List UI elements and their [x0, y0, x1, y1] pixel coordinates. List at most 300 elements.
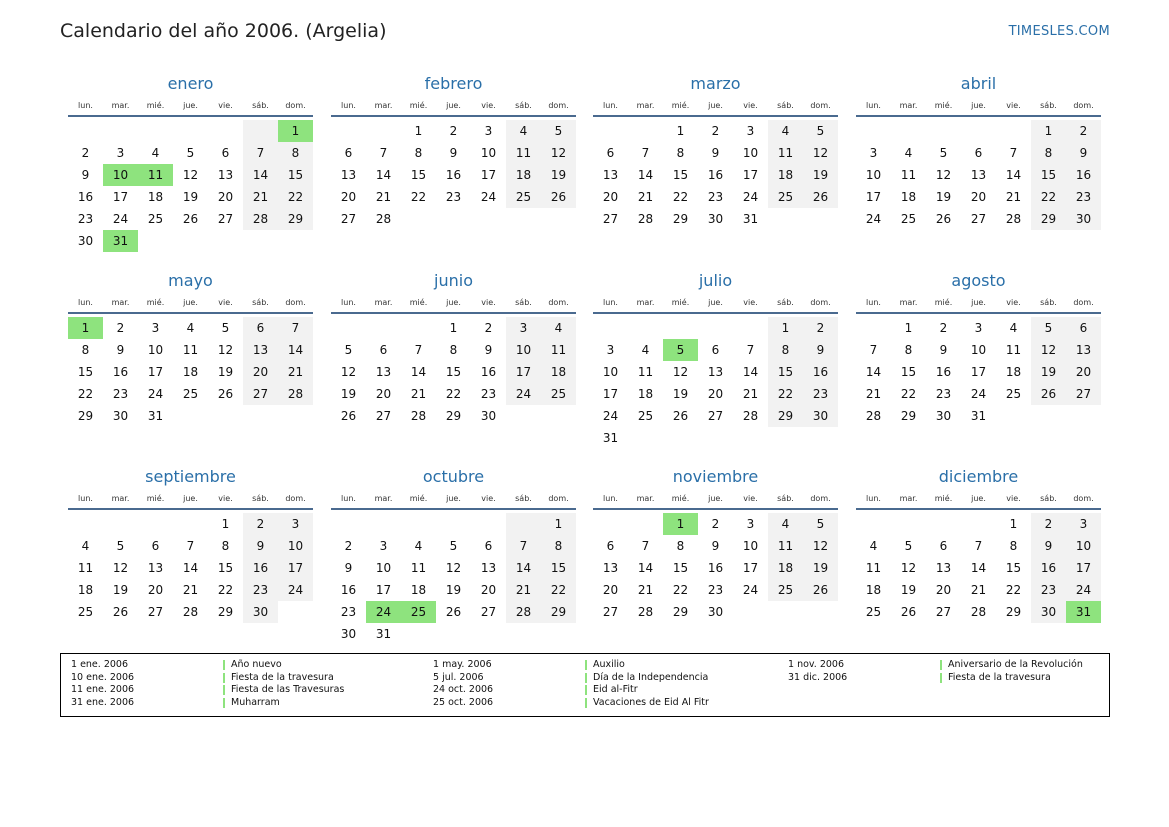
- weekday-label: mié.: [671, 493, 690, 503]
- day-cell: 20: [602, 583, 619, 597]
- weekday-label: dom.: [1073, 297, 1094, 307]
- day-cell: 12: [217, 343, 234, 357]
- empty-cell: [243, 120, 278, 142]
- day-cell: 23: [935, 387, 952, 401]
- empty-cell: [278, 601, 313, 623]
- weekday-label: sáb.: [252, 100, 269, 110]
- month-octubre: [331, 465, 576, 645]
- legend-row: [788, 659, 1083, 672]
- day-cell: 30: [77, 234, 94, 248]
- holiday-marker: [585, 660, 587, 670]
- day-cell: 13: [707, 365, 724, 379]
- weekday-header-row: [68, 96, 313, 114]
- day-cell: 3: [746, 517, 755, 531]
- day-cell: 1: [221, 517, 230, 531]
- holiday-date: 25 oct. 2006: [433, 696, 494, 708]
- day-cell: 30: [112, 409, 129, 423]
- day-cell: 28: [278, 383, 313, 405]
- day-cell: 20: [340, 190, 357, 204]
- day-cell: 22: [672, 583, 689, 597]
- day-cell: 12: [900, 561, 917, 575]
- month-febrero: [331, 72, 576, 230]
- day-cell: 22: [77, 387, 94, 401]
- holiday-legend: [60, 653, 1110, 717]
- weekday-label: vie.: [743, 297, 758, 307]
- weekday-label: mar.: [636, 297, 655, 307]
- month-name: diciembre: [938, 467, 1019, 486]
- day-cell: 2: [1066, 120, 1101, 142]
- day-cell: 10: [147, 343, 164, 357]
- month-marzo: [593, 72, 838, 230]
- empty-cell: [506, 623, 541, 645]
- day-cell: 19: [182, 190, 199, 204]
- empty-cell: [628, 427, 663, 449]
- weekday-label: lun.: [866, 493, 881, 503]
- day-cell: 30: [1066, 208, 1101, 230]
- holiday-marker: [223, 660, 225, 670]
- day-cell: 14: [375, 168, 392, 182]
- weekday-label: sáb.: [777, 100, 794, 110]
- day-cell: 14: [506, 557, 541, 579]
- day-cell: 21: [410, 387, 427, 401]
- day-cell: 25: [77, 605, 94, 619]
- weekday-label: mié.: [146, 100, 165, 110]
- month-septiembre: [68, 465, 313, 623]
- empty-cell: [173, 513, 208, 535]
- empty-cell: [1031, 405, 1066, 427]
- empty-cell: [593, 120, 628, 142]
- day-cell: 22: [1031, 186, 1066, 208]
- day-cell: 2: [939, 321, 948, 335]
- day-cell: 21: [637, 583, 654, 597]
- day-cell: 3: [606, 343, 615, 357]
- day-grid: [593, 513, 838, 623]
- empty-cell: [541, 208, 576, 230]
- day-grid: [68, 120, 313, 252]
- empty-cell: [961, 120, 996, 142]
- empty-cell: [768, 208, 803, 230]
- empty-cell: [401, 623, 436, 645]
- day-cell: 29: [445, 409, 462, 423]
- day-cell: 2: [484, 321, 493, 335]
- day-cell: 21: [506, 579, 541, 601]
- day-cell: 25: [865, 605, 882, 619]
- empty-cell: [243, 405, 278, 427]
- holiday-name: Día de la Independencia: [593, 671, 709, 683]
- legend-row: [71, 697, 344, 710]
- day-cell: 8: [541, 535, 576, 557]
- day-cell: 15: [900, 365, 917, 379]
- weekday-label: vie.: [743, 100, 758, 110]
- day-cell: 11: [182, 343, 199, 357]
- day-cell: 13: [217, 168, 234, 182]
- day-cell: 1: [541, 513, 576, 535]
- day-cell: 6: [1066, 317, 1101, 339]
- month-name: febrero: [424, 74, 483, 93]
- day-cell: 3: [746, 124, 755, 138]
- weekday-label: sáb.: [515, 100, 532, 110]
- weekday-label: vie.: [218, 297, 233, 307]
- empty-cell: [593, 317, 628, 339]
- day-cell: 10: [506, 339, 541, 361]
- weekday-label: vie.: [218, 100, 233, 110]
- day-cell: 29: [1031, 208, 1066, 230]
- day-cell: 22: [445, 387, 462, 401]
- empty-cell: [803, 427, 838, 449]
- day-cell: 28: [637, 212, 654, 226]
- empty-cell: [366, 120, 401, 142]
- day-cell: 24: [1066, 579, 1101, 601]
- holiday-date: 5 jul. 2006: [433, 671, 484, 683]
- day-cell: 19: [1031, 361, 1066, 383]
- day-cell: 17: [278, 557, 313, 579]
- day-cell: 30: [935, 409, 952, 423]
- weekday-label: mié.: [146, 493, 165, 503]
- holiday-marker: [223, 698, 225, 708]
- day-cell: 7: [243, 142, 278, 164]
- day-cell: 8: [676, 539, 685, 553]
- day-cell: 28: [410, 409, 427, 423]
- day-cell: 30: [707, 605, 724, 619]
- day-cell: 2: [449, 124, 458, 138]
- day-cell: 13: [935, 561, 952, 575]
- weekday-label: lun.: [603, 297, 618, 307]
- day-cell: 1: [768, 317, 803, 339]
- day-cell: 7: [746, 343, 755, 357]
- day-cell: 24: [366, 601, 401, 623]
- weekday-label: mar.: [899, 297, 918, 307]
- empty-cell: [733, 601, 768, 623]
- day-cell: 16: [935, 365, 952, 379]
- day-cell: 7: [506, 535, 541, 557]
- empty-cell: [68, 513, 103, 535]
- day-cell: 2: [711, 517, 720, 531]
- weekday-label: jue.: [971, 297, 986, 307]
- day-cell: 18: [410, 583, 427, 597]
- month-name: marzo: [690, 74, 741, 93]
- day-cell: 4: [414, 539, 423, 553]
- empty-cell: [471, 208, 506, 230]
- day-cell: 7: [379, 146, 388, 160]
- day-grid: [68, 513, 313, 623]
- day-cell: 1: [676, 124, 685, 138]
- page-title: Calendario del año 2006. (Argelia): [60, 20, 387, 42]
- day-cell: 15: [445, 365, 462, 379]
- day-cell: 17: [375, 583, 392, 597]
- day-cell: 28: [742, 409, 759, 423]
- day-cell: 29: [77, 409, 94, 423]
- legend-row: [71, 672, 344, 685]
- day-cell: 25: [147, 212, 164, 226]
- empty-cell: [926, 120, 961, 142]
- weekday-label: vie.: [218, 493, 233, 503]
- day-cell: 18: [637, 387, 654, 401]
- day-cell: 28: [375, 212, 392, 226]
- empty-cell: [173, 405, 208, 427]
- day-cell: 16: [707, 168, 724, 182]
- day-cell: 29: [900, 409, 917, 423]
- empty-cell: [856, 120, 891, 142]
- weekday-label: mié.: [671, 297, 690, 307]
- day-cell: 12: [935, 168, 952, 182]
- weekday-label: mar.: [374, 100, 393, 110]
- day-cell: 9: [939, 343, 948, 357]
- weekday-label: dom.: [285, 100, 306, 110]
- day-cell: 23: [480, 387, 497, 401]
- day-cell: 25: [768, 579, 803, 601]
- day-cell: 31: [970, 409, 987, 423]
- day-cell: 14: [1005, 168, 1022, 182]
- holiday-date: 10 ene. 2006: [71, 671, 135, 683]
- holiday-marker: [940, 673, 942, 683]
- day-cell: 6: [151, 539, 160, 553]
- day-cell: 24: [506, 383, 541, 405]
- day-cell: 16: [243, 557, 278, 579]
- empty-cell: [68, 120, 103, 142]
- day-cell: 14: [410, 365, 427, 379]
- day-cell: 8: [1031, 142, 1066, 164]
- holiday-name: Aniversario de la Revolución: [948, 659, 1083, 670]
- month-name: julio: [698, 271, 733, 290]
- day-cell: 23: [803, 383, 838, 405]
- day-cell: 20: [1066, 361, 1101, 383]
- day-cell: 3: [869, 146, 878, 160]
- day-cell: 26: [672, 409, 689, 423]
- empty-cell: [436, 623, 471, 645]
- day-cell: 29: [217, 605, 234, 619]
- day-cell: 20: [602, 190, 619, 204]
- header-rule: [68, 312, 313, 314]
- weekday-label: mar.: [111, 100, 130, 110]
- month-diciembre: [856, 465, 1101, 623]
- day-cell: 3: [116, 146, 125, 160]
- day-cell: 22: [672, 190, 689, 204]
- holiday-name: Auxilio: [593, 659, 625, 670]
- weekday-label: dom.: [285, 297, 306, 307]
- day-cell: 18: [768, 164, 803, 186]
- weekday-label: dom.: [548, 297, 569, 307]
- empty-cell: [698, 317, 733, 339]
- day-cell: 7: [641, 146, 650, 160]
- day-cell: 4: [1009, 321, 1018, 335]
- day-cell: 17: [970, 365, 987, 379]
- day-cell: 18: [768, 557, 803, 579]
- weekday-label: jue.: [446, 100, 461, 110]
- day-cell: 19: [541, 164, 576, 186]
- day-cell: 25: [900, 212, 917, 226]
- weekday-label: dom.: [1073, 493, 1094, 503]
- day-cell: 26: [1031, 383, 1066, 405]
- brand-link[interactable]: TIMESLES.COM: [1008, 24, 1110, 39]
- day-cell: 22: [410, 190, 427, 204]
- empty-cell: [138, 513, 173, 535]
- day-cell: 6: [711, 343, 720, 357]
- day-cell: 15: [541, 557, 576, 579]
- day-cell: 22: [1005, 583, 1022, 597]
- day-cell: 29: [1005, 605, 1022, 619]
- weekday-label: mié.: [934, 297, 953, 307]
- day-cell: 20: [970, 190, 987, 204]
- weekday-label: mié.: [409, 297, 428, 307]
- day-cell: 8: [676, 146, 685, 160]
- day-cell: 18: [77, 583, 94, 597]
- day-cell: 17: [1066, 557, 1101, 579]
- day-cell: 1: [68, 317, 103, 339]
- day-cell: 19: [217, 365, 234, 379]
- weekday-label: vie.: [481, 297, 496, 307]
- weekday-label: vie.: [743, 493, 758, 503]
- day-cell: 29: [278, 208, 313, 230]
- day-cell: 21: [1005, 190, 1022, 204]
- day-cell: 14: [278, 339, 313, 361]
- day-cell: 6: [974, 146, 983, 160]
- day-cell: 15: [672, 168, 689, 182]
- day-cell: 6: [379, 343, 388, 357]
- empty-cell: [208, 120, 243, 142]
- empty-cell: [733, 317, 768, 339]
- day-cell: 10: [865, 168, 882, 182]
- day-cell: 10: [480, 146, 497, 160]
- day-cell: 20: [217, 190, 234, 204]
- day-cell: 12: [803, 535, 838, 557]
- day-cell: 7: [641, 539, 650, 553]
- holiday-date: 31 ene. 2006: [71, 696, 135, 708]
- day-cell: 27: [970, 212, 987, 226]
- day-cell: 24: [147, 387, 164, 401]
- day-cell: 5: [221, 321, 230, 335]
- day-cell: 31: [742, 212, 759, 226]
- day-cell: 23: [445, 190, 462, 204]
- day-cell: 10: [1066, 535, 1101, 557]
- empty-cell: [1066, 405, 1101, 427]
- holiday-marker: [223, 673, 225, 683]
- day-cell: 18: [1005, 365, 1022, 379]
- empty-cell: [103, 120, 138, 142]
- day-cell: 19: [803, 557, 838, 579]
- day-cell: 11: [541, 339, 576, 361]
- empty-cell: [138, 230, 173, 252]
- day-cell: 24: [970, 387, 987, 401]
- day-cell: 27: [480, 605, 497, 619]
- day-cell: 4: [506, 120, 541, 142]
- weekday-label: dom.: [548, 100, 569, 110]
- day-cell: 4: [869, 539, 878, 553]
- day-cell: 8: [221, 539, 230, 553]
- month-noviembre: [593, 465, 838, 623]
- holiday-name: Vacaciones de Eid Al Fitr: [593, 696, 709, 708]
- day-cell: 13: [375, 365, 392, 379]
- day-cell: 30: [243, 601, 278, 623]
- empty-cell: [996, 120, 1031, 142]
- holiday-marker: [585, 673, 587, 683]
- day-grid: [856, 513, 1101, 623]
- day-cell: 28: [865, 409, 882, 423]
- day-cell: 13: [602, 561, 619, 575]
- empty-cell: [173, 230, 208, 252]
- weekday-label: jue.: [446, 297, 461, 307]
- day-cell: 12: [1031, 339, 1066, 361]
- weekday-label: mar.: [374, 297, 393, 307]
- day-cell: 31: [103, 230, 138, 252]
- day-cell: 16: [1031, 557, 1066, 579]
- empty-cell: [768, 427, 803, 449]
- weekday-label: mar.: [899, 493, 918, 503]
- day-cell: 27: [1066, 383, 1101, 405]
- day-cell: 24: [742, 190, 759, 204]
- day-cell: 6: [221, 146, 230, 160]
- day-cell: 15: [217, 561, 234, 575]
- day-cell: 7: [278, 317, 313, 339]
- empty-cell: [278, 405, 313, 427]
- weekday-label: sáb.: [515, 493, 532, 503]
- empty-cell: [663, 317, 698, 339]
- empty-cell: [173, 120, 208, 142]
- day-cell: 11: [900, 168, 917, 182]
- weekday-label: vie.: [1006, 493, 1021, 503]
- weekday-label: mié.: [146, 297, 165, 307]
- weekday-label: jue.: [183, 297, 198, 307]
- day-cell: 4: [904, 146, 913, 160]
- day-cell: 12: [672, 365, 689, 379]
- day-cell: 21: [637, 190, 654, 204]
- day-cell: 3: [278, 513, 313, 535]
- day-cell: 28: [1005, 212, 1022, 226]
- day-cell: 18: [506, 164, 541, 186]
- day-cell: 12: [340, 365, 357, 379]
- weekday-label: mié.: [671, 100, 690, 110]
- day-cell: 5: [803, 513, 838, 535]
- empty-cell: [366, 317, 401, 339]
- day-cell: 5: [541, 120, 576, 142]
- weekday-label: mar.: [111, 297, 130, 307]
- day-cell: 31: [147, 409, 164, 423]
- holiday-name: Año nuevo: [231, 659, 282, 670]
- day-cell: 13: [243, 339, 278, 361]
- day-cell: 26: [803, 579, 838, 601]
- empty-cell: [401, 513, 436, 535]
- day-cell: 18: [182, 365, 199, 379]
- day-grid: [331, 120, 576, 230]
- header-rule: [331, 115, 576, 117]
- day-cell: 11: [410, 561, 427, 575]
- day-cell: 1: [904, 321, 913, 335]
- day-cell: 24: [742, 583, 759, 597]
- day-cell: 14: [637, 561, 654, 575]
- empty-cell: [541, 405, 576, 427]
- day-cell: 3: [379, 539, 388, 553]
- empty-cell: [278, 230, 313, 252]
- weekday-label: mié.: [934, 100, 953, 110]
- day-cell: 25: [1005, 387, 1022, 401]
- empty-cell: [663, 427, 698, 449]
- weekday-label: jue.: [971, 493, 986, 503]
- day-cell: 16: [77, 190, 94, 204]
- day-cell: 8: [904, 343, 913, 357]
- header-rule: [68, 115, 313, 117]
- day-cell: 14: [970, 561, 987, 575]
- day-cell: 17: [742, 168, 759, 182]
- day-cell: 19: [935, 190, 952, 204]
- day-grid: [331, 513, 576, 645]
- legend-row: [71, 684, 344, 697]
- empty-cell: [593, 513, 628, 535]
- day-cell: 28: [970, 605, 987, 619]
- day-cell: 26: [445, 605, 462, 619]
- month-agosto: [856, 269, 1101, 427]
- day-grid: [856, 120, 1101, 230]
- weekday-label: mar.: [374, 493, 393, 503]
- day-grid: [331, 317, 576, 427]
